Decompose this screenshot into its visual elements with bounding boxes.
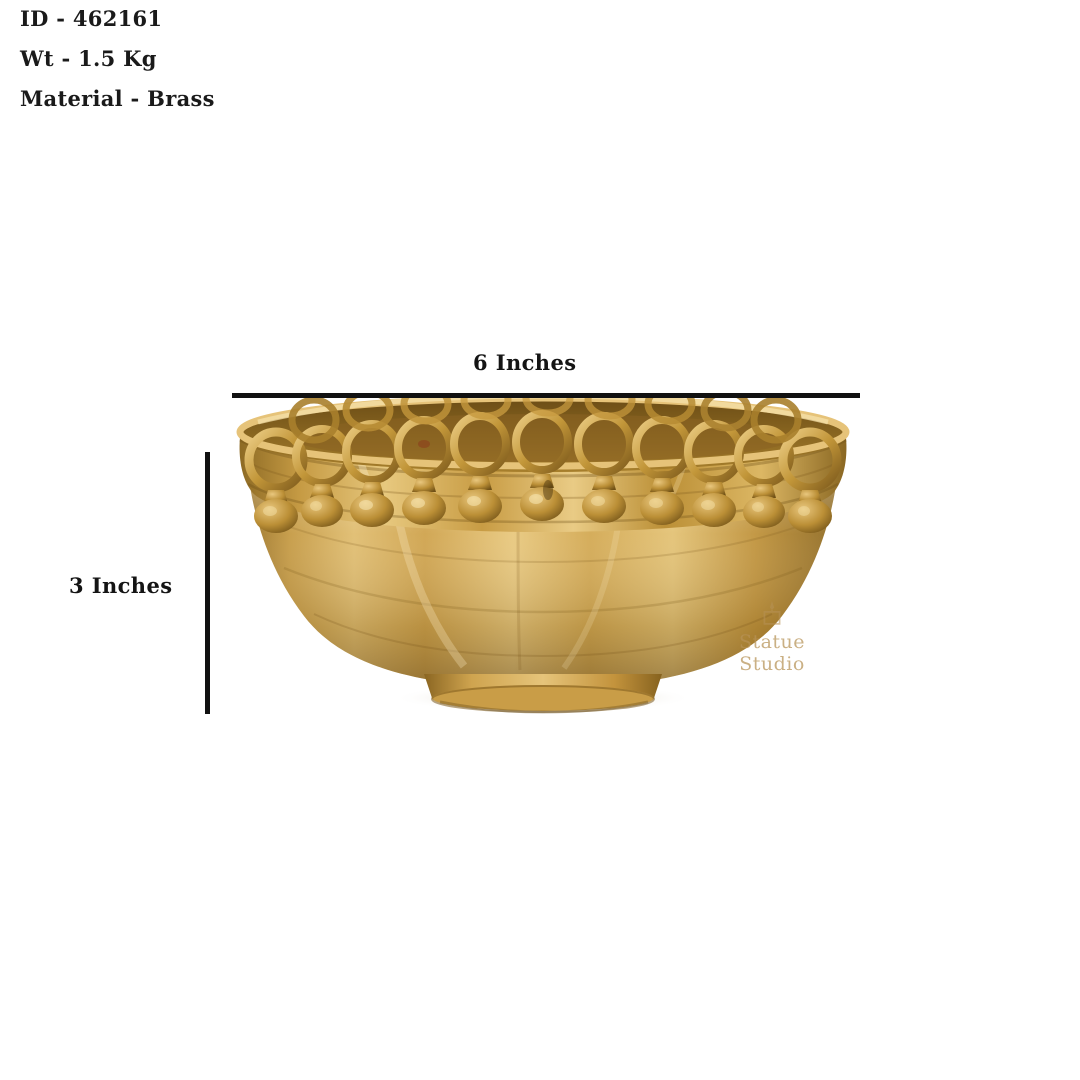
watermark-line-2: Studio [739,652,805,675]
watermark-line-1: Statue [738,631,806,653]
spec-weight: Wt - 1.5 Kg [20,46,157,71]
spec-material: Material - Brass [20,86,215,111]
width-dimension-label: 6 Inches [473,350,577,375]
height-dimension-line [205,452,210,714]
spec-id: ID - 462161 [20,6,163,31]
product-image [218,398,868,728]
bell-accent [543,480,553,500]
bowl-foot [424,674,662,712]
product-spec-block [20,8,440,128]
brass-bowl-illustration [218,398,868,728]
height-dimension-label: 3 Inches [69,573,173,598]
bell-accent [418,440,430,448]
